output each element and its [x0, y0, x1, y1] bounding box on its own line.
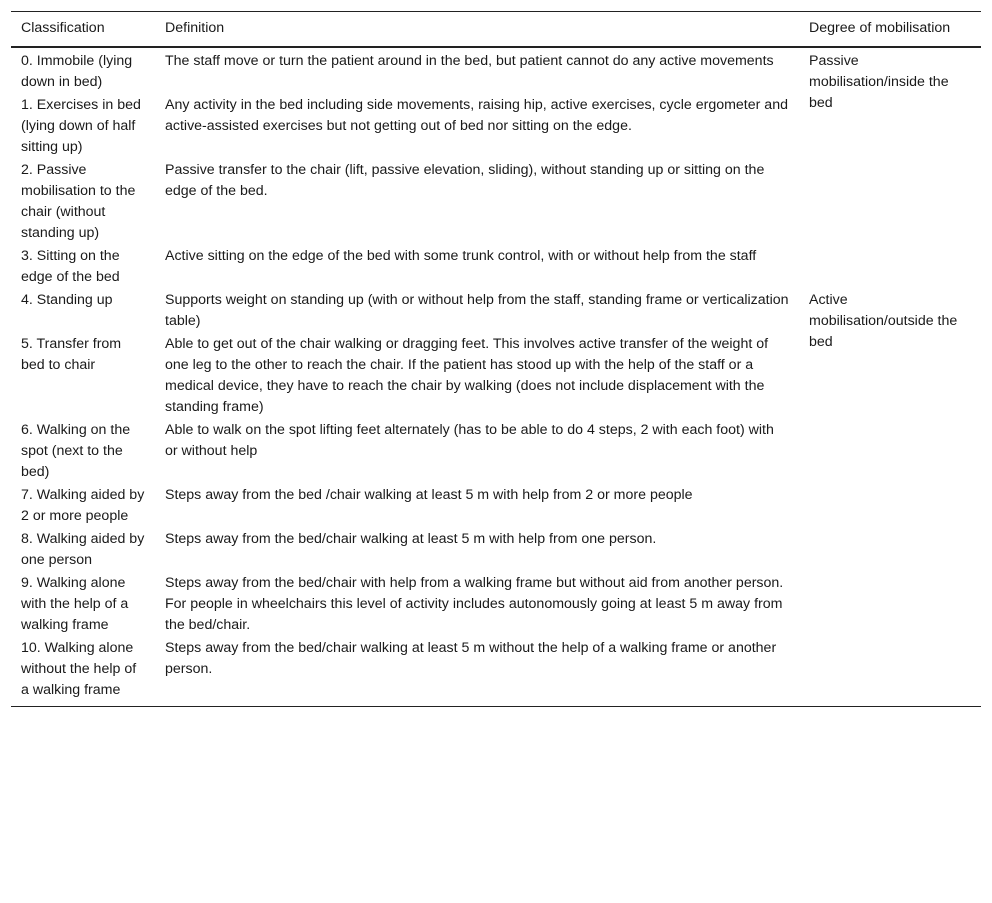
- classification-cell: 3. Sitting on the edge of the bed: [21, 248, 120, 285]
- mobility-scale-table: [11, 11, 981, 707]
- table-row: [11, 47, 981, 94]
- definition-cell: Active sitting on the edge of the bed with some trunk control, with or without help from the staff: [165, 248, 757, 264]
- classification-cell: 8. Walking aided by one person: [21, 531, 145, 568]
- definition-cell: Steps away from the bed/chair walking at least 5 m without the help of a walking frame or another person.: [165, 640, 777, 677]
- degree-cell-passive: Passive mobilisation/inside the bed: [809, 53, 949, 111]
- header-degree-of-mobilisation: Degree of mobilisation: [809, 20, 951, 36]
- classification-cell: 2. Passive mobilisation to the chair (without standing up): [21, 162, 136, 241]
- definition-cell: Passive transfer to the chair (lift, passive elevation, sliding), without standing up or sitting on the edge of the bed.: [165, 162, 765, 199]
- definition-cell: Any activity in the bed including side movements, raising hip, active exercises, cycle ergometer and active-assisted exercises but not getting out of bed nor sitting on the edge.: [165, 97, 788, 134]
- header-row: [11, 12, 981, 48]
- classification-cell: 6. Walking on the spot (next to the bed): [21, 422, 131, 480]
- definition-cell: The staff move or turn the patient around in the bed, but patient cannot do any active movements: [165, 53, 774, 69]
- definition-cell: Able to walk on the spot lifting feet alternately (has to be able to do 4 steps, 2 with each foot) with or without help: [165, 422, 774, 459]
- header-classification: Classification: [21, 20, 105, 36]
- definition-cell: Steps away from the bed /chair walking at least 5 m with help from 2 or more people: [165, 487, 693, 503]
- classification-cell: 0. Immobile (lying down in bed): [21, 53, 133, 90]
- table-body: [11, 47, 981, 707]
- definition-cell: Steps away from the bed/chair with help from a walking frame but without aid from another person. For people in wheelchairs this level of activity includes autonomously going at least 5 m away from the bed/chair.: [165, 575, 784, 633]
- degree-cell-active: Active mobilisation/outside the bed: [809, 292, 958, 350]
- definition-cell: Able to get out of the chair walking or dragging feet. This involves active transfer of the weight of one leg to the other to reach the chair. If the patient has stood up with the help of the staff or a medical device, they have to reach the chair by walking (does not include displacement with the standing frame): [165, 336, 769, 415]
- header-definition: Definition: [165, 20, 225, 36]
- table-header: [11, 12, 981, 48]
- mobility-scale-table-wrapper: [11, 11, 981, 707]
- classification-cell: 10. Walking alone without the help of a walking frame: [21, 640, 137, 698]
- definition-cell: Supports weight on standing up (with or without help from the staff, standing frame or verticalization table): [165, 292, 789, 329]
- classification-cell: 9. Walking alone with the help of a walking frame: [21, 575, 129, 633]
- classification-cell: 5. Transfer from bed to chair: [21, 336, 122, 373]
- definition-cell: Steps away from the bed/chair walking at least 5 m with help from one person.: [165, 531, 657, 547]
- classification-cell: 4. Standing up: [21, 292, 113, 308]
- classification-cell: 1. Exercises in bed (lying down of half sitting up): [21, 97, 141, 155]
- classification-cell: 7. Walking aided by 2 or more people: [21, 487, 145, 524]
- table-row: [11, 289, 981, 333]
